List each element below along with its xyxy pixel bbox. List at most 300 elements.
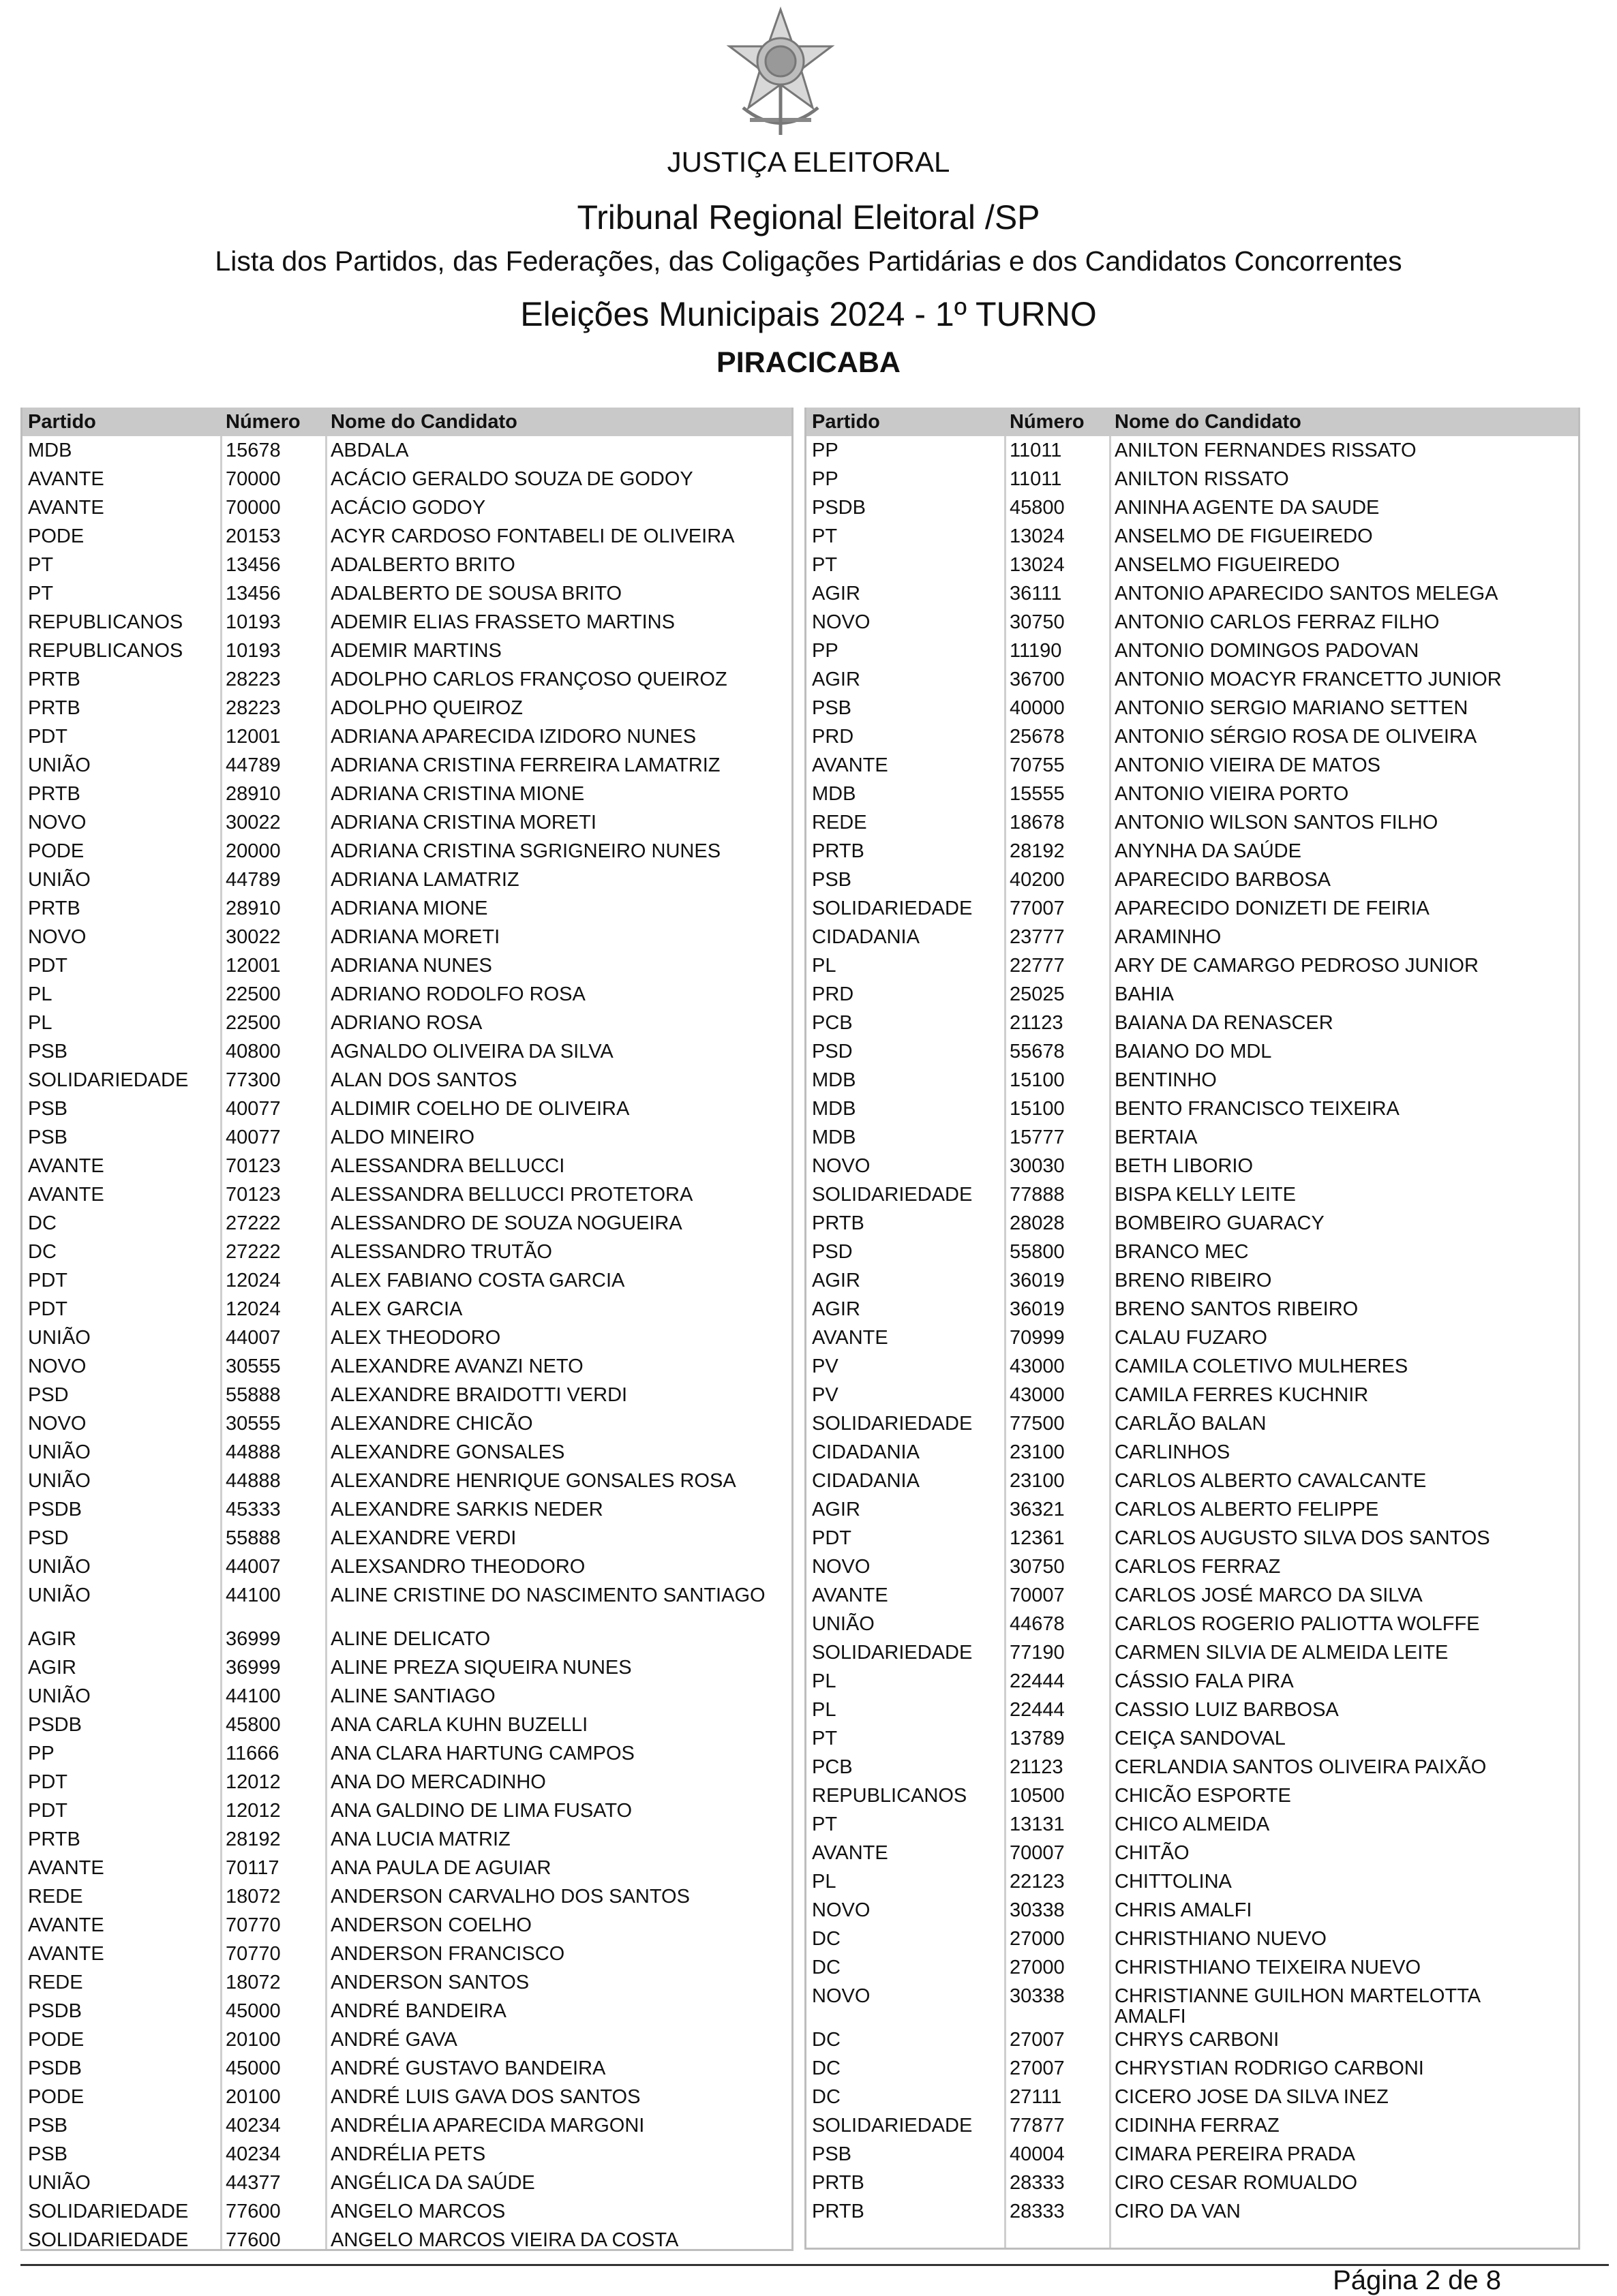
number-cell: 40200 xyxy=(1010,869,1065,891)
table-row xyxy=(22,1438,791,1467)
table-row xyxy=(22,1180,791,1209)
number-cell: 77877 xyxy=(1010,2115,1065,2137)
candidate-name-cell: BAIANA DA RENASCER xyxy=(1115,1012,1333,1034)
candidate-name-cell: ALEXANDRE HENRIQUE GONSALES ROSA xyxy=(331,1470,736,1492)
table-row xyxy=(806,493,1578,522)
table-row xyxy=(806,1409,1578,1438)
table-row xyxy=(806,1467,1578,1495)
candidate-name-cell: BISPA KELLY LEITE xyxy=(1115,1184,1296,1206)
table-row xyxy=(22,1352,791,1381)
number-cell: 27007 xyxy=(1010,2057,1065,2079)
candidate-name-cell: ANGELO MARCOS VIEIRA DA COSTA xyxy=(331,2229,679,2251)
party-cell: PT xyxy=(812,1728,838,1749)
party-cell: CIDADANIA xyxy=(812,926,920,948)
number-cell: 36019 xyxy=(1010,1270,1065,1291)
table-row xyxy=(22,1796,791,1825)
party-cell: PT xyxy=(812,1813,838,1835)
party-cell: AVANTE xyxy=(28,1943,104,1965)
candidate-name-cell: ANDERSON COELHO xyxy=(331,1914,532,1936)
party-cell: PRTB xyxy=(28,697,80,719)
party-cell: NOVO xyxy=(28,812,87,833)
number-cell: 12012 xyxy=(226,1771,281,1793)
party-cell: CIDADANIA xyxy=(812,1441,920,1463)
candidate-name-cell: ADEMIR MARTINS xyxy=(331,640,502,662)
number-cell: 12001 xyxy=(226,955,281,977)
party-cell: NOVO xyxy=(28,1356,87,1377)
table-row xyxy=(806,1381,1578,1409)
number-cell: 28192 xyxy=(226,1828,281,1850)
party-cell: MDB xyxy=(28,440,72,461)
table-row xyxy=(806,579,1578,608)
table-row xyxy=(22,1238,791,1266)
number-cell: 28223 xyxy=(226,669,281,690)
candidate-name-cell: CARLINHOS xyxy=(1115,1441,1230,1463)
number-cell: 15555 xyxy=(1010,783,1065,805)
table-row xyxy=(22,1123,791,1152)
candidate-name-cell: ANYNHA DA SAÚDE xyxy=(1115,840,1301,862)
candidate-name-cell: ALEX GARCIA xyxy=(331,1298,463,1320)
table-row xyxy=(806,894,1578,923)
number-cell: 25025 xyxy=(1010,983,1065,1005)
number-cell: 70123 xyxy=(226,1155,281,1177)
party-cell: PSD xyxy=(812,1241,853,1263)
number-cell: 18072 xyxy=(226,1886,281,1908)
candidate-name-cell: CHRYSTIAN RODRIGO CARBONI xyxy=(1115,2057,1424,2079)
table-row xyxy=(22,493,791,522)
party-cell: NOVO xyxy=(812,1556,871,1578)
table-row xyxy=(806,1753,1578,1781)
candidate-name-cell: CARLOS ROGERIO PALIOTTA WOLFFE xyxy=(1115,1613,1480,1635)
table-row xyxy=(22,1152,791,1180)
table-row xyxy=(22,894,791,923)
number-cell: 12361 xyxy=(1010,1527,1065,1549)
column-header-party: Partido xyxy=(812,410,880,433)
number-cell: 30750 xyxy=(1010,1556,1065,1578)
table-row xyxy=(806,1352,1578,1381)
party-cell: DC xyxy=(812,2029,841,2051)
candidate-name-cell: ANGÉLICA DA SAÚDE xyxy=(331,2172,535,2194)
candidate-name-cell: ALDIMIR COELHO DE OLIVEIRA xyxy=(331,1098,630,1120)
table-row xyxy=(806,1524,1578,1552)
candidate-name-cell: BENTINHO xyxy=(1115,1069,1217,1091)
candidate-name-cell: CIRO CESAR ROMUALDO xyxy=(1115,2172,1358,2194)
candidate-name-cell: ABDALA xyxy=(331,440,409,461)
candidate-name-cell: ANTONIO WILSON SANTOS FILHO xyxy=(1115,812,1438,833)
table-row xyxy=(22,1066,791,1095)
party-cell: PCB xyxy=(812,1012,853,1034)
number-cell: 22444 xyxy=(1010,1670,1065,1692)
number-cell: 18678 xyxy=(1010,812,1065,833)
candidate-name-cell: CIDINHA FERRAZ xyxy=(1115,2115,1280,2137)
party-cell: PDT xyxy=(812,1527,851,1549)
candidate-name-cell: ANDRÉ LUIS GAVA DOS SANTOS xyxy=(331,2086,641,2108)
candidate-name-cell: ANA LUCIA MATRIZ xyxy=(331,1828,511,1850)
table-row xyxy=(806,1810,1578,1839)
candidate-name-cell: CAMILA COLETIVO MULHERES xyxy=(1115,1356,1408,1377)
party-cell: PDT xyxy=(28,955,67,977)
candidate-name-cell: ANILTON RISSATO xyxy=(1115,468,1289,490)
party-cell: UNIÃO xyxy=(812,1613,875,1635)
party-cell: DC xyxy=(812,1928,841,1950)
table-row xyxy=(22,694,791,722)
party-cell: AVANTE xyxy=(28,468,104,490)
column-header-number: Número xyxy=(226,410,301,433)
table-row xyxy=(806,923,1578,951)
table-row xyxy=(22,837,791,866)
candidate-name-cell: ANDRÉLIA APARECIDA MARGONI xyxy=(331,2115,645,2137)
party-cell: UNIÃO xyxy=(28,1470,91,1492)
number-cell: 27000 xyxy=(1010,1928,1065,1950)
table-row xyxy=(22,1711,791,1739)
candidate-name-cell: ADRIANA NUNES xyxy=(331,955,492,977)
table-row xyxy=(22,751,791,780)
number-cell: 27222 xyxy=(226,1212,281,1234)
party-cell: AGIR xyxy=(812,1298,860,1320)
party-cell: PT xyxy=(812,525,838,547)
party-cell: MDB xyxy=(812,783,856,805)
table-row xyxy=(22,2140,791,2169)
table-row xyxy=(22,1552,791,1581)
party-cell: SOLIDARIEDADE xyxy=(812,1413,973,1435)
number-cell: 44100 xyxy=(226,1585,281,1606)
table-row xyxy=(22,1409,791,1438)
table-row xyxy=(806,808,1578,837)
number-cell: 13131 xyxy=(1010,1813,1065,1835)
number-cell: 44678 xyxy=(1010,1613,1065,1635)
table-row xyxy=(22,780,791,808)
candidate-name-cell: ACYR CARDOSO FONTABELI DE OLIVEIRA xyxy=(331,525,735,547)
number-cell: 44888 xyxy=(226,1441,281,1463)
table-row xyxy=(806,2197,1578,2226)
candidate-name-cell: BRENO RIBEIRO xyxy=(1115,1270,1272,1291)
candidate-name-cell: ANTONIO SÉRGIO ROSA DE OLIVEIRA xyxy=(1115,726,1477,748)
number-cell: 43000 xyxy=(1010,1356,1065,1377)
party-cell: PSD xyxy=(28,1527,69,1549)
election-title: Eleições Municipais 2024 - 1º TURNO xyxy=(520,295,1097,333)
number-cell: 70000 xyxy=(226,468,281,490)
table-row xyxy=(806,1495,1578,1524)
candidate-name-cell: CHITÃO xyxy=(1115,1842,1190,1864)
number-cell: 27222 xyxy=(226,1241,281,1263)
table-row xyxy=(806,1925,1578,1953)
city-title: PIRACICABA xyxy=(716,346,901,379)
party-cell: PDT xyxy=(28,726,67,748)
party-cell: AVANTE xyxy=(812,1327,888,1349)
table-row xyxy=(22,551,791,579)
candidate-name-cell: ANA CARLA KUHN BUZELLI xyxy=(331,1714,588,1736)
number-cell: 44007 xyxy=(226,1556,281,1578)
candidate-name-cell: ANDERSON FRANCISCO xyxy=(331,1943,565,1965)
candidate-name-cell: CARLOS AUGUSTO SILVA DOS SANTOS xyxy=(1115,1527,1490,1549)
candidate-name-cell: ANDERSON CARVALHO DOS SANTOS xyxy=(331,1886,690,1908)
table-row xyxy=(806,951,1578,980)
number-cell: 11666 xyxy=(226,1743,279,1764)
party-cell: PL xyxy=(812,1871,836,1893)
party-cell: UNIÃO xyxy=(28,1327,91,1349)
candidate-name-cell: CÁSSIO FALA PIRA xyxy=(1115,1670,1294,1692)
candidate-name-cell: ANDRÉ GUSTAVO BANDEIRA xyxy=(331,2057,606,2079)
number-cell: 23777 xyxy=(1010,926,1065,948)
table-row xyxy=(806,2169,1578,2197)
party-cell: PDT xyxy=(28,1800,67,1822)
party-cell: AVANTE xyxy=(28,497,104,519)
table-row xyxy=(22,1825,791,1854)
candidate-name-cell: CARMEN SILVIA DE ALMEIDA LEITE xyxy=(1115,1642,1449,1664)
number-cell: 77500 xyxy=(1010,1413,1065,1435)
candidate-name-cell: ALEXANDRE AVANZI NETO xyxy=(331,1356,584,1377)
table-row xyxy=(806,722,1578,751)
number-cell: 11011 xyxy=(1010,440,1062,461)
number-cell: 11011 xyxy=(1010,468,1062,490)
number-cell: 13024 xyxy=(1010,554,1065,576)
party-cell: AGIR xyxy=(812,1270,860,1291)
candidate-name-cell: ACÁCIO GERALDO SOUZA DE GODOY xyxy=(331,468,693,490)
table-row xyxy=(22,522,791,551)
party-cell: AVANTE xyxy=(28,1155,104,1177)
party-cell: PSDB xyxy=(812,497,866,519)
table-row xyxy=(22,980,791,1009)
candidate-name-cell: CEIÇA SANDOVAL xyxy=(1115,1728,1286,1749)
party-cell: PSB xyxy=(28,1098,68,1120)
candidate-name-cell: ANA GALDINO DE LIMA FUSATO xyxy=(331,1800,633,1822)
number-cell: 13024 xyxy=(1010,525,1065,547)
number-cell: 45333 xyxy=(226,1499,281,1520)
candidate-name-cell: ANA DO MERCADINHO xyxy=(331,1771,546,1793)
table-row xyxy=(22,1467,791,1495)
party-cell: PV xyxy=(812,1356,838,1377)
number-cell: 77600 xyxy=(226,2229,281,2251)
number-cell: 45000 xyxy=(226,2000,281,2022)
party-cell: AVANTE xyxy=(28,1184,104,1206)
table-row xyxy=(806,694,1578,722)
party-cell: PSDB xyxy=(28,1499,82,1520)
number-cell: 43000 xyxy=(1010,1384,1065,1406)
number-cell: 27111 xyxy=(1010,2086,1062,2108)
candidate-name-cell: ADRIANA MIONE xyxy=(331,898,488,919)
party-cell: PP xyxy=(812,468,838,490)
institution-title: JUSTIÇA ELEITORAL xyxy=(667,146,950,178)
candidate-name-cell: ALAN DOS SANTOS xyxy=(331,1069,517,1091)
candidate-name-cell: CALAU FUZARO xyxy=(1115,1327,1267,1349)
party-cell: PRTB xyxy=(812,2172,864,2194)
party-cell: UNIÃO xyxy=(28,2172,91,2194)
number-cell: 36019 xyxy=(1010,1298,1065,1320)
party-cell: SOLIDARIEDADE xyxy=(28,1069,189,1091)
party-cell: PRTB xyxy=(28,1828,80,1850)
table-row xyxy=(806,2054,1578,2083)
party-cell: SOLIDARIEDADE xyxy=(812,898,973,919)
number-cell: 28910 xyxy=(226,783,281,805)
candidate-name-cell: APARECIDO BARBOSA xyxy=(1115,869,1331,891)
candidate-name-cell: ALEXANDRE VERDI xyxy=(331,1527,517,1549)
table-row xyxy=(806,436,1578,465)
candidate-name-cell: ALEXANDRE SARKIS NEDER xyxy=(331,1499,603,1520)
number-cell: 36321 xyxy=(1010,1499,1065,1520)
number-cell: 40077 xyxy=(226,1127,281,1148)
candidate-name-cell: CAMILA FERRES KUCHNIR xyxy=(1115,1384,1369,1406)
party-cell: PSB xyxy=(812,697,852,719)
candidate-name-cell: ADEMIR ELIAS FRASSETO MARTINS xyxy=(331,611,675,633)
table-row xyxy=(22,1095,791,1123)
number-cell: 44007 xyxy=(226,1327,281,1349)
table-row xyxy=(22,722,791,751)
number-cell: 55888 xyxy=(226,1384,281,1406)
table-row xyxy=(22,2197,791,2226)
court-title: Tribunal Regional Eleitoral /SP xyxy=(577,198,1040,236)
table-row xyxy=(806,665,1578,694)
party-cell: NOVO xyxy=(812,1155,871,1177)
table-row xyxy=(22,637,791,665)
table-row xyxy=(22,1882,791,1911)
table-row xyxy=(22,1524,791,1552)
table-row xyxy=(22,866,791,894)
party-cell: MDB xyxy=(812,1098,856,1120)
number-cell: 22123 xyxy=(1010,1871,1065,1893)
candidate-name-cell: ALEXANDRE CHICÃO xyxy=(331,1413,533,1435)
party-cell: AGIR xyxy=(812,669,860,690)
party-cell: REPUBLICANOS xyxy=(28,611,183,633)
table-row xyxy=(22,2169,791,2197)
number-cell: 40234 xyxy=(226,2115,281,2137)
table-row xyxy=(806,780,1578,808)
number-cell: 70755 xyxy=(1010,754,1065,776)
party-cell: PRD xyxy=(812,983,854,1005)
party-cell: PL xyxy=(28,983,52,1005)
candidate-name-cell: ALEXANDRE BRAIDOTTI VERDI xyxy=(331,1384,628,1406)
number-cell: 30022 xyxy=(226,926,281,948)
party-cell: PL xyxy=(812,1699,836,1721)
candidate-name-cell: ALINE PREZA SIQUEIRA NUNES xyxy=(331,1657,632,1679)
candidate-name-cell: CHICO ALMEIDA xyxy=(1115,1813,1270,1835)
candidate-name-cell: ADRIANO ROSA xyxy=(331,1012,483,1034)
table-row xyxy=(806,1696,1578,1724)
candidate-name-cell: ARAMINHO xyxy=(1115,926,1222,948)
number-cell: 36999 xyxy=(226,1628,281,1650)
number-cell: 15100 xyxy=(1010,1069,1065,1091)
number-cell: 22444 xyxy=(1010,1699,1065,1721)
table-row xyxy=(806,1867,1578,1896)
candidate-name-cell: CICERO JOSE DA SILVA INEZ xyxy=(1115,2086,1389,2108)
table-row xyxy=(22,2054,791,2083)
party-cell: PCB xyxy=(812,1756,853,1778)
table-row xyxy=(806,1724,1578,1753)
candidate-name-cell: ANTONIO SERGIO MARIANO SETTEN xyxy=(1115,697,1468,719)
candidate-name-cell: ADRIANA CRISTINA FERREIRA LAMATRIZ xyxy=(331,754,721,776)
number-cell: 22500 xyxy=(226,983,281,1005)
candidate-name-cell: ARY DE CAMARGO PEDROSO JUNIOR xyxy=(1115,955,1479,977)
table-row xyxy=(806,1781,1578,1810)
number-cell: 70770 xyxy=(226,1914,281,1936)
number-cell: 28028 xyxy=(1010,1212,1065,1234)
candidate-name-cell: CARLOS ALBERTO FELIPPE xyxy=(1115,1499,1379,1520)
candidate-name-cell: ADRIANA CRISTINA MIONE xyxy=(331,783,585,805)
candidate-name-cell: CHITTOLINA xyxy=(1115,1871,1232,1893)
table-row xyxy=(806,2111,1578,2140)
party-cell: MDB xyxy=(812,1127,856,1148)
party-cell: PRTB xyxy=(28,898,80,919)
number-cell: 36111 xyxy=(1010,583,1062,604)
party-cell: PT xyxy=(812,554,838,576)
number-cell: 77888 xyxy=(1010,1184,1065,1206)
number-cell: 12024 xyxy=(226,1270,281,1291)
candidate-name-cell: ALEX FABIANO COSTA GARCIA xyxy=(331,1270,625,1291)
table-row xyxy=(806,522,1578,551)
party-cell: AGIR xyxy=(28,1628,76,1650)
party-cell: SOLIDARIEDADE xyxy=(812,2115,973,2137)
candidate-name-cell: ANINHA AGENTE DA SAUDE xyxy=(1115,497,1380,519)
table-header xyxy=(806,408,1578,436)
table-row xyxy=(806,980,1578,1009)
party-cell: DC xyxy=(812,2057,841,2079)
table-row xyxy=(806,1037,1578,1066)
party-cell: UNIÃO xyxy=(28,1556,91,1578)
table-row xyxy=(22,1323,791,1352)
number-cell: 55800 xyxy=(1010,1241,1065,1263)
number-cell: 13789 xyxy=(1010,1728,1065,1749)
number-cell: 20100 xyxy=(226,2086,281,2108)
number-cell: 70007 xyxy=(1010,1585,1065,1606)
candidate-name-cell: ANDRÉ BANDEIRA xyxy=(331,2000,507,2022)
candidate-name-cell: ANDRÉLIA PETS xyxy=(331,2143,486,2165)
party-cell: AVANTE xyxy=(28,1914,104,1936)
candidate-name-cell: CIRO DA VAN xyxy=(1115,2201,1241,2222)
number-cell: 30555 xyxy=(226,1413,281,1435)
party-cell: AGIR xyxy=(812,583,860,604)
number-cell: 13456 xyxy=(226,554,281,576)
number-cell: 40800 xyxy=(226,1041,281,1062)
party-cell: SOLIDARIEDADE xyxy=(28,2229,189,2251)
party-cell: NOVO xyxy=(28,1413,87,1435)
candidate-name-cell: ANTONIO VIEIRA DE MATOS xyxy=(1115,754,1380,776)
candidate-name-cell: CHRISTHIANO NUEVO xyxy=(1115,1928,1327,1950)
candidate-name-cell: CHRYS CARBONI xyxy=(1115,2029,1280,2051)
party-cell: SOLIDARIEDADE xyxy=(812,1642,973,1664)
table-row xyxy=(806,1323,1578,1352)
table-row xyxy=(22,1739,791,1768)
party-cell: UNIÃO xyxy=(28,754,91,776)
candidate-name-cell: ALEX THEODORO xyxy=(331,1327,501,1349)
candidate-name-cell: ADRIANO RODOLFO ROSA xyxy=(331,983,586,1005)
table-header xyxy=(22,408,791,436)
party-cell: DC xyxy=(812,2086,841,2108)
candidate-name-cell: ALDO MINEIRO xyxy=(331,1127,475,1148)
party-cell: CIDADANIA xyxy=(812,1470,920,1492)
number-cell: 77300 xyxy=(226,1069,281,1091)
table-row xyxy=(806,751,1578,780)
table-row xyxy=(806,1009,1578,1037)
table-row xyxy=(22,579,791,608)
number-cell: 20000 xyxy=(226,840,281,862)
table-row xyxy=(22,1968,791,1997)
table-row xyxy=(806,1552,1578,1581)
party-cell: AVANTE xyxy=(812,1585,888,1606)
candidate-name-cell: BENTO FRANCISCO TEIXEIRA xyxy=(1115,1098,1400,1120)
column-header-party: Partido xyxy=(28,410,96,433)
table-row xyxy=(806,1982,1578,2025)
table-row xyxy=(22,1625,791,1653)
number-cell: 45800 xyxy=(226,1714,281,1736)
party-cell: PP xyxy=(812,640,838,662)
number-cell: 30555 xyxy=(226,1356,281,1377)
candidate-name-cell: ALINE DELICATO xyxy=(331,1628,491,1650)
number-cell: 30750 xyxy=(1010,611,1065,633)
party-cell: AVANTE xyxy=(812,754,888,776)
number-cell: 45000 xyxy=(226,2057,281,2079)
candidate-name-cell: BETH LIBORIO xyxy=(1115,1155,1254,1177)
number-cell: 28910 xyxy=(226,898,281,919)
candidate-name-cell: ADOLPHO CARLOS FRANÇOSO QUEIROZ xyxy=(331,669,727,690)
table-row xyxy=(22,1911,791,1940)
